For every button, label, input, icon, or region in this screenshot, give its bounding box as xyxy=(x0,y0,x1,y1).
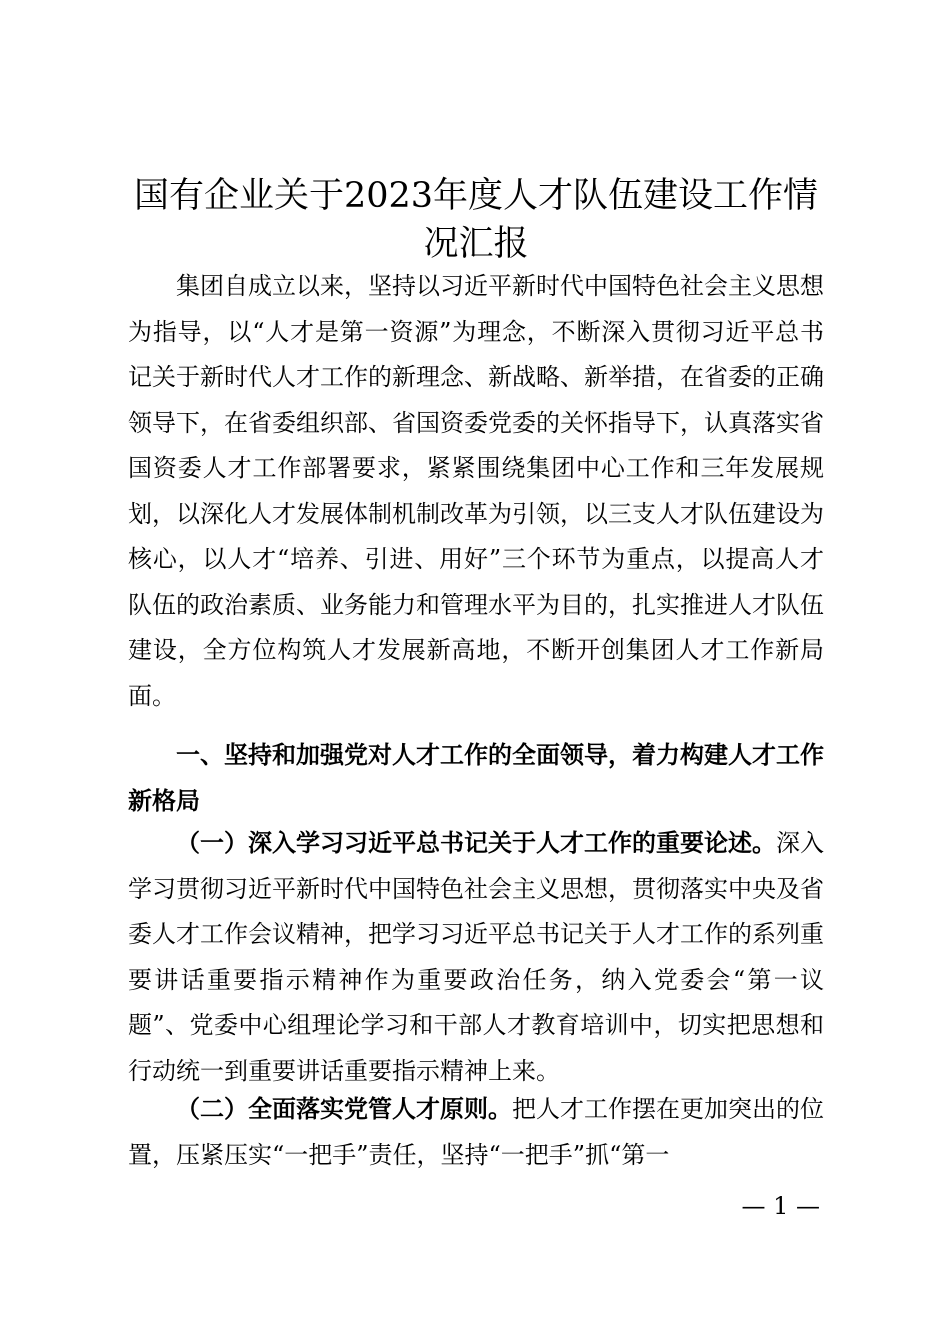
title-line-2: 况汇报 xyxy=(423,224,529,264)
section-1-heading: 一、坚持和加强党对人才工作的全面领导，着力构建人才工作新格局 xyxy=(128,741,824,815)
intro-paragraph: 集团自成立以来，坚持以习近平新时代中国特色社会主义思想为指导，以“人才是第一资源”为理念，不断深入贯彻习近平总书记关于新时代人才工作的新理念、新战略、新举措，在省委的正确领导下，在省委组织部、省国资委党委的关怀指导下，认真落实省国资委人才工作部署要求，紧紧围绕集团中心工作和三年发展规划，以深化人才发展体制机制改革为引领，以三支人才队伍建设为核心，以人才“培养、引进、用好”三个环节为重点，以提高人才队伍的政治素质、业务能力和管理水平为目的，扎实推进人才队伍建设，全方位构筑人才发展新高地，不断开创集团人才工作新局面。 xyxy=(128,272,824,710)
page-number: — 1 — xyxy=(741,1192,820,1220)
subsection-2-body: 把人才工作摆在更加突出的位置，压紧压实“一把手”责任，坚持“一把手”抓“第一 xyxy=(128,1095,824,1169)
subsection-2-heading: （二）全面落实党管人才原则。 xyxy=(176,1094,512,1123)
subsection-2-paragraph xyxy=(128,1086,824,1178)
document-title xyxy=(128,172,824,268)
title-line-1: 国有企业关于2023年度人才队伍建设工作情 xyxy=(133,176,819,216)
subsection-1-heading: （一）深入学习习近平总书记关于人才工作的重要论述。 xyxy=(176,828,776,857)
subsection-1-paragraph xyxy=(128,820,824,1094)
subsection-1-body: 深入学习贯彻习近平新时代中国特色社会主义思想，贯彻落实中央及省委人才工作会议精神，把学习习近平总书记关于人才工作的系列重要讲话重要指示精神作为重要政治任务，纳入党委会“第一议题”、党委中心组理论学习和干部人才教育培训中，切实把思想和行动统一到重要讲话重要指示精神上来。 xyxy=(128,829,824,1085)
